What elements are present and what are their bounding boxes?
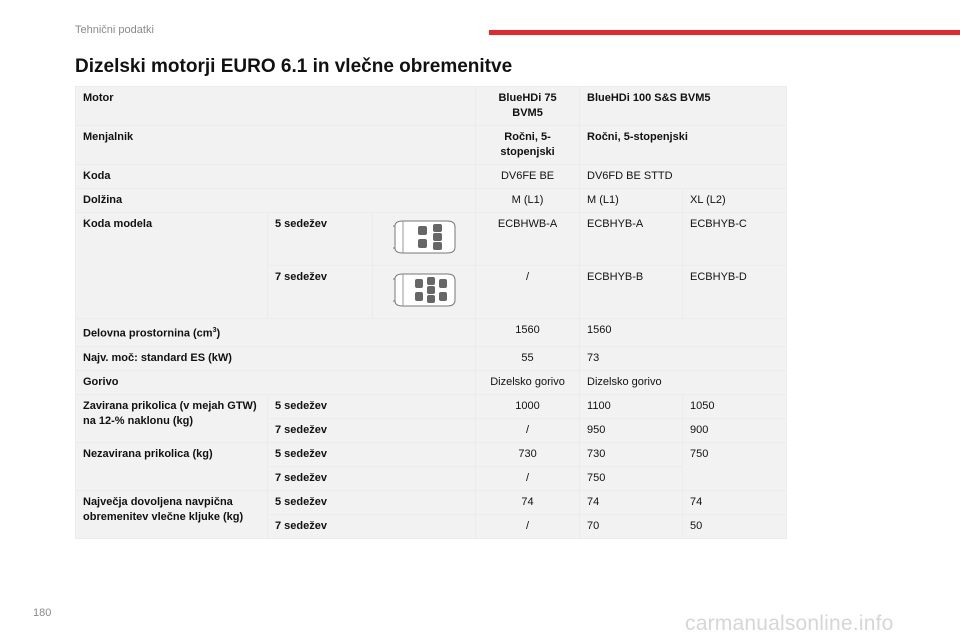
table-row bbox=[76, 319, 787, 347]
cell: / bbox=[476, 266, 580, 319]
cell: XL (L2) bbox=[683, 189, 787, 213]
row-label: Najv. moč: standard ES (kW) bbox=[76, 346, 476, 370]
seats-label: 7 sedežev bbox=[268, 514, 476, 538]
cell: Dizelsko gorivo bbox=[476, 370, 580, 394]
table-row bbox=[76, 442, 787, 466]
cell: 750 bbox=[580, 466, 683, 490]
row-label: Motor bbox=[76, 87, 476, 126]
cell: BlueHDi 100 S&S BVM5 bbox=[580, 87, 787, 126]
seats-label: 5 sedežev bbox=[268, 442, 476, 466]
seats-label: 7 sedežev bbox=[268, 466, 476, 490]
cell: Ročni, 5-stopenjski bbox=[580, 126, 787, 165]
seats-label: 5 sedežev bbox=[268, 213, 373, 266]
cell: ECBHYB-D bbox=[683, 266, 787, 319]
spec-table bbox=[75, 86, 787, 539]
cell: 74 bbox=[580, 490, 683, 514]
row-label: Koda bbox=[76, 165, 476, 189]
cell: Ročni, 5-stopenjski bbox=[476, 126, 580, 165]
table-row bbox=[76, 394, 787, 418]
cell: M (L1) bbox=[580, 189, 683, 213]
row-label: Gorivo bbox=[76, 370, 476, 394]
watermark: carmanualsonline.info bbox=[685, 612, 894, 635]
cell: M (L1) bbox=[476, 189, 580, 213]
row-label: Menjalnik bbox=[76, 126, 476, 165]
cell: DV6FE BE bbox=[476, 165, 580, 189]
row-label: Delovna prostornina $(cm^3)$ bbox=[76, 319, 476, 347]
cell: ECBHYB-C bbox=[683, 213, 787, 266]
car-5-seats-icon bbox=[373, 213, 476, 266]
cell: ECBHYB-B bbox=[580, 266, 683, 319]
cell: 1000 bbox=[476, 394, 580, 418]
table-row bbox=[76, 87, 787, 126]
cell: 1100 bbox=[580, 394, 683, 418]
page-number: 180 bbox=[33, 607, 52, 619]
cell: / bbox=[476, 466, 580, 490]
cell: 900 bbox=[683, 418, 787, 442]
cell: ECBHYB-A bbox=[580, 213, 683, 266]
table-row bbox=[76, 165, 787, 189]
cell: 70 bbox=[580, 514, 683, 538]
cell: 74 bbox=[476, 490, 580, 514]
table-row bbox=[76, 126, 787, 165]
cell: / bbox=[476, 418, 580, 442]
cell: 73 bbox=[580, 346, 787, 370]
cell: 730 bbox=[580, 442, 683, 466]
seats-label: 5 sedežev bbox=[268, 490, 476, 514]
seats-label: 7 sedežev bbox=[268, 418, 476, 442]
cell: 750 bbox=[683, 442, 787, 490]
cell: 1050 bbox=[683, 394, 787, 418]
table-row bbox=[76, 490, 787, 514]
cell: DV6FD BE STTD bbox=[580, 165, 787, 189]
seats-label: 5 sedežev bbox=[268, 394, 476, 418]
header-accent-bar bbox=[489, 30, 960, 35]
row-label: Zavirana prikolica (v mejah GTW) na 12-% naklonu (kg) bbox=[76, 394, 268, 442]
table-row bbox=[76, 213, 787, 266]
row-label: Koda modela bbox=[76, 213, 268, 319]
cell: 55 bbox=[476, 346, 580, 370]
cell: 950 bbox=[580, 418, 683, 442]
table-row bbox=[76, 189, 787, 213]
table-row bbox=[76, 370, 787, 394]
cell: / bbox=[476, 514, 580, 538]
section-header: Tehnični podatki bbox=[75, 24, 154, 36]
cell: 730 bbox=[476, 442, 580, 466]
cell: 74 bbox=[683, 490, 787, 514]
row-label: Največja dovoljena navpična obremenitev vlečne kljuke (kg) bbox=[76, 490, 268, 538]
cell: 1560 bbox=[580, 319, 787, 347]
page-title: Dizelski motorji EURO 6.1 in vlečne obremenitve bbox=[75, 56, 513, 77]
cell: 1560 bbox=[476, 319, 580, 347]
car-7-seats-icon bbox=[373, 266, 476, 319]
row-label: Dolžina bbox=[76, 189, 476, 213]
seats-label: 7 sedežev bbox=[268, 266, 373, 319]
table-row bbox=[76, 346, 787, 370]
cell: ECBHWB-A bbox=[476, 213, 580, 266]
cell: BlueHDi 75 BVM5 bbox=[476, 87, 580, 126]
row-label: Nezavirana prikolica (kg) bbox=[76, 442, 268, 490]
cell: Dizelsko gorivo bbox=[580, 370, 787, 394]
cell: 50 bbox=[683, 514, 787, 538]
